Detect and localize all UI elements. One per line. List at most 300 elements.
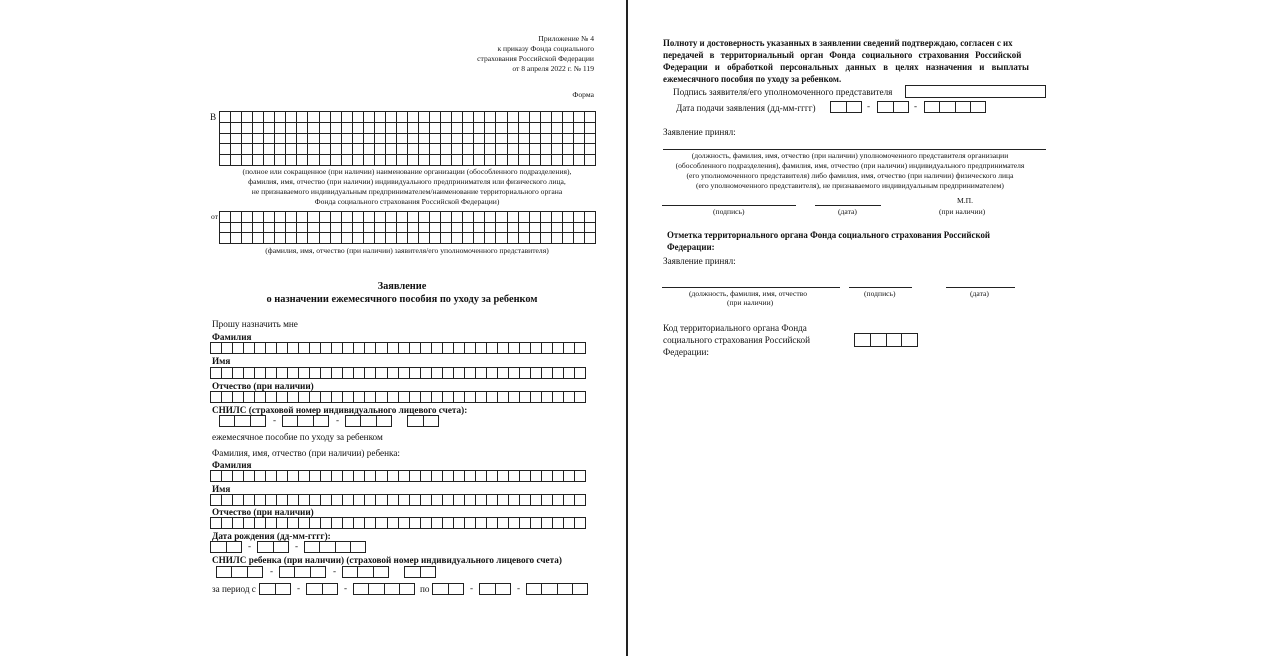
input-cell[interactable] <box>421 343 432 353</box>
input-cell[interactable] <box>530 123 541 134</box>
input-cell[interactable] <box>563 134 574 145</box>
input-cell[interactable] <box>454 343 465 353</box>
input-cell[interactable] <box>454 518 465 528</box>
input-cell[interactable] <box>253 233 264 244</box>
input-cell[interactable] <box>255 368 266 378</box>
input-cell[interactable] <box>563 112 574 123</box>
input-cell[interactable] <box>452 155 463 166</box>
input-cell[interactable] <box>310 471 321 481</box>
input-cell[interactable] <box>320 223 331 234</box>
input-cell[interactable] <box>519 112 530 123</box>
input-cell[interactable] <box>465 343 476 353</box>
input-cell[interactable] <box>574 144 585 155</box>
input-cell[interactable] <box>465 518 476 528</box>
input-cell[interactable] <box>476 495 487 505</box>
input-cell[interactable] <box>847 102 862 112</box>
input-cell[interactable] <box>220 144 231 155</box>
input-cell[interactable] <box>419 144 430 155</box>
child-birthdate-year[interactable] <box>304 541 366 553</box>
input-cell[interactable] <box>320 123 331 134</box>
input-cell[interactable] <box>443 495 454 505</box>
input-cell[interactable] <box>351 542 365 552</box>
input-cell[interactable] <box>419 223 430 234</box>
input-cell[interactable] <box>342 123 353 134</box>
input-cell[interactable] <box>369 584 384 594</box>
input-cell[interactable] <box>336 542 351 552</box>
input-cell[interactable] <box>925 102 940 112</box>
input-cell[interactable] <box>476 471 487 481</box>
input-cell[interactable] <box>235 416 250 426</box>
input-cell[interactable] <box>542 495 553 505</box>
input-cell[interactable] <box>343 518 354 528</box>
input-cell[interactable] <box>485 233 496 244</box>
input-cell[interactable] <box>321 471 332 481</box>
input-cell[interactable] <box>433 584 449 594</box>
input-cell[interactable] <box>244 471 255 481</box>
input-cell[interactable] <box>308 144 319 155</box>
input-cell[interactable] <box>441 212 452 223</box>
input-cell[interactable] <box>280 567 295 577</box>
input-cell[interactable] <box>542 584 557 594</box>
input-cell[interactable] <box>266 392 277 402</box>
input-cell[interactable] <box>242 212 253 223</box>
input-cell[interactable] <box>388 471 399 481</box>
input-cell[interactable] <box>496 134 507 145</box>
input-cell[interactable] <box>485 144 496 155</box>
input-cell[interactable] <box>353 123 364 134</box>
input-cell[interactable] <box>331 223 342 234</box>
input-cell[interactable] <box>552 134 563 145</box>
input-cell[interactable] <box>253 155 264 166</box>
input-cell[interactable] <box>454 392 465 402</box>
input-cell[interactable] <box>563 155 574 166</box>
input-cell[interactable] <box>419 212 430 223</box>
period-to-year[interactable] <box>526 583 588 595</box>
input-cell[interactable] <box>530 112 541 123</box>
input-cell[interactable] <box>519 123 530 134</box>
input-cell[interactable] <box>217 567 232 577</box>
input-cell[interactable] <box>441 155 452 166</box>
input-cell[interactable] <box>264 134 275 145</box>
input-cell[interactable] <box>496 112 507 123</box>
input-cell[interactable] <box>277 368 288 378</box>
input-cell[interactable] <box>408 123 419 134</box>
input-cell[interactable] <box>211 518 222 528</box>
input-cell[interactable] <box>397 212 408 223</box>
input-cell[interactable] <box>220 123 231 134</box>
input-cell[interactable] <box>386 144 397 155</box>
input-cell[interactable] <box>520 471 531 481</box>
input-cell[interactable] <box>520 343 531 353</box>
child-birthdate-month[interactable] <box>257 541 289 553</box>
input-cell[interactable] <box>342 134 353 145</box>
input-cell[interactable] <box>343 495 354 505</box>
input-cell[interactable] <box>553 392 564 402</box>
input-cell[interactable] <box>288 343 299 353</box>
input-cell[interactable] <box>365 495 376 505</box>
input-cell[interactable] <box>452 112 463 123</box>
input-cell[interactable] <box>476 392 487 402</box>
input-cell[interactable] <box>519 144 530 155</box>
input-cell[interactable] <box>541 212 552 223</box>
input-cell[interactable] <box>286 112 297 123</box>
input-cell[interactable] <box>408 134 419 145</box>
input-cell[interactable] <box>574 212 585 223</box>
input-cell[interactable] <box>386 223 397 234</box>
input-cell[interactable] <box>421 471 432 481</box>
input-cell[interactable] <box>211 495 222 505</box>
input-cell[interactable] <box>275 144 286 155</box>
input-cell[interactable] <box>956 102 971 112</box>
input-cell[interactable] <box>508 212 519 223</box>
input-cell[interactable] <box>424 416 439 426</box>
input-cell[interactable] <box>399 495 410 505</box>
applicant-surname-cells[interactable] <box>210 342 586 354</box>
input-cell[interactable] <box>430 144 441 155</box>
applicant-snils-part3[interactable] <box>345 415 392 427</box>
input-cell[interactable] <box>321 392 332 402</box>
input-cell[interactable] <box>541 155 552 166</box>
input-cell[interactable] <box>399 471 410 481</box>
input-cell[interactable] <box>855 334 871 346</box>
input-cell[interactable] <box>397 123 408 134</box>
input-cell[interactable] <box>553 368 564 378</box>
child-surname-cells[interactable] <box>210 470 586 482</box>
input-cell[interactable] <box>310 495 321 505</box>
applicant-patronymic-cells[interactable] <box>210 391 586 403</box>
input-cell[interactable] <box>408 416 424 426</box>
input-cell[interactable] <box>452 144 463 155</box>
input-cell[interactable] <box>552 212 563 223</box>
input-cell[interactable] <box>498 392 509 402</box>
child-snils-part2[interactable] <box>279 566 326 578</box>
input-cell[interactable] <box>564 368 575 378</box>
input-cell[interactable] <box>331 112 342 123</box>
input-cell[interactable] <box>353 112 364 123</box>
input-cell[interactable] <box>364 155 375 166</box>
input-cell[interactable] <box>323 584 338 594</box>
input-cell[interactable] <box>542 518 553 528</box>
child-name-cells[interactable] <box>210 494 586 506</box>
input-cell[interactable] <box>283 416 298 426</box>
input-cell[interactable] <box>465 471 476 481</box>
input-cell[interactable] <box>585 144 596 155</box>
input-cell[interactable] <box>519 134 530 145</box>
signature-field[interactable] <box>905 85 1046 98</box>
input-cell[interactable] <box>231 155 242 166</box>
input-cell[interactable] <box>397 112 408 123</box>
input-cell[interactable] <box>332 368 343 378</box>
input-cell[interactable] <box>530 134 541 145</box>
input-cell[interactable] <box>530 155 541 166</box>
input-cell[interactable] <box>308 212 319 223</box>
input-cell[interactable] <box>266 495 277 505</box>
input-cell[interactable] <box>376 368 387 378</box>
input-cell[interactable] <box>227 542 242 552</box>
input-cell[interactable] <box>375 134 386 145</box>
input-cell[interactable] <box>343 392 354 402</box>
input-cell[interactable] <box>310 392 321 402</box>
input-cell[interactable] <box>408 144 419 155</box>
input-cell[interactable] <box>376 392 387 402</box>
input-cell[interactable] <box>388 392 399 402</box>
input-cell[interactable] <box>452 123 463 134</box>
input-cell[interactable] <box>308 134 319 145</box>
input-cell[interactable] <box>542 368 553 378</box>
input-cell[interactable] <box>552 144 563 155</box>
input-cell[interactable] <box>364 223 375 234</box>
input-cell[interactable] <box>542 343 553 353</box>
input-cell[interactable] <box>463 233 474 244</box>
input-cell[interactable] <box>321 368 332 378</box>
fss-signature-line[interactable] <box>849 287 912 288</box>
input-cell[interactable] <box>332 471 343 481</box>
input-cell[interactable] <box>485 155 496 166</box>
input-cell[interactable] <box>310 343 321 353</box>
input-cell[interactable] <box>222 368 233 378</box>
input-cell[interactable] <box>476 518 487 528</box>
input-cell[interactable] <box>397 134 408 145</box>
input-cell[interactable] <box>400 584 414 594</box>
input-cell[interactable] <box>558 584 573 594</box>
input-cell[interactable] <box>376 495 387 505</box>
input-cell[interactable] <box>474 233 485 244</box>
child-snils-part3[interactable] <box>342 566 389 578</box>
input-cell[interactable] <box>314 416 328 426</box>
input-cell[interactable] <box>476 343 487 353</box>
input-cell[interactable] <box>308 123 319 134</box>
input-cell[interactable] <box>275 223 286 234</box>
input-cell[interactable] <box>520 392 531 402</box>
input-cell[interactable] <box>527 584 542 594</box>
input-cell[interactable] <box>443 343 454 353</box>
input-cell[interactable] <box>441 112 452 123</box>
input-cell[interactable] <box>244 495 255 505</box>
input-cell[interactable] <box>222 495 233 505</box>
input-cell[interactable] <box>519 155 530 166</box>
input-cell[interactable] <box>264 155 275 166</box>
input-cell[interactable] <box>308 233 319 244</box>
input-cell[interactable] <box>564 343 575 353</box>
input-cell[interactable] <box>242 155 253 166</box>
input-cell[interactable] <box>353 134 364 145</box>
input-cell[interactable] <box>399 343 410 353</box>
input-cell[interactable] <box>509 343 520 353</box>
input-cell[interactable] <box>354 584 369 594</box>
input-cell[interactable] <box>887 334 903 346</box>
input-cell[interactable] <box>508 223 519 234</box>
input-cell[interactable] <box>353 144 364 155</box>
input-cell[interactable] <box>508 155 519 166</box>
input-cell[interactable] <box>575 368 585 378</box>
input-cell[interactable] <box>364 123 375 134</box>
input-cell[interactable] <box>342 144 353 155</box>
input-cell[interactable] <box>253 223 264 234</box>
input-cell[interactable] <box>463 223 474 234</box>
input-cell[interactable] <box>233 343 244 353</box>
input-cell[interactable] <box>364 212 375 223</box>
input-cell[interactable] <box>231 223 242 234</box>
submission-date-year[interactable] <box>924 101 986 113</box>
input-cell[interactable] <box>485 212 496 223</box>
input-cell[interactable] <box>253 112 264 123</box>
input-cell[interactable] <box>430 212 441 223</box>
input-cell[interactable] <box>449 584 464 594</box>
input-cell[interactable] <box>255 343 266 353</box>
input-cell[interactable] <box>299 495 310 505</box>
input-cell[interactable] <box>496 144 507 155</box>
input-cell[interactable] <box>575 343 585 353</box>
input-cell[interactable] <box>508 112 519 123</box>
input-cell[interactable] <box>465 392 476 402</box>
input-cell[interactable] <box>277 518 288 528</box>
input-cell[interactable] <box>320 542 335 552</box>
input-cell[interactable] <box>410 495 421 505</box>
input-cell[interactable] <box>376 471 387 481</box>
input-cell[interactable] <box>430 223 441 234</box>
input-cell[interactable] <box>421 518 432 528</box>
input-cell[interactable] <box>342 223 353 234</box>
input-cell[interactable] <box>531 343 542 353</box>
input-cell[interactable] <box>463 155 474 166</box>
input-cell[interactable] <box>222 343 233 353</box>
input-cell[interactable] <box>297 112 308 123</box>
input-cell[interactable] <box>408 155 419 166</box>
input-cell[interactable] <box>346 416 361 426</box>
submission-date-month[interactable] <box>877 101 909 113</box>
input-cell[interactable] <box>361 416 376 426</box>
input-cell[interactable] <box>242 123 253 134</box>
input-cell[interactable] <box>286 144 297 155</box>
input-cell[interactable] <box>563 123 574 134</box>
input-cell[interactable] <box>211 471 222 481</box>
input-cell[interactable] <box>452 134 463 145</box>
input-cell[interactable] <box>365 343 376 353</box>
input-cell[interactable] <box>399 368 410 378</box>
input-cell[interactable] <box>297 155 308 166</box>
input-cell[interactable] <box>354 343 365 353</box>
input-cell[interactable] <box>485 134 496 145</box>
input-cell[interactable] <box>286 223 297 234</box>
input-cell[interactable] <box>552 112 563 123</box>
input-cell[interactable] <box>222 518 233 528</box>
input-cell[interactable] <box>308 155 319 166</box>
input-cell[interactable] <box>220 112 231 123</box>
input-cell[interactable] <box>487 471 498 481</box>
period-to-day[interactable] <box>432 583 464 595</box>
applicant-snils-part1[interactable] <box>219 415 266 427</box>
input-cell[interactable] <box>342 112 353 123</box>
input-cell[interactable] <box>375 212 386 223</box>
input-cell[interactable] <box>530 212 541 223</box>
input-cell[interactable] <box>585 223 596 234</box>
input-cell[interactable] <box>575 471 585 481</box>
input-cell[interactable] <box>410 518 421 528</box>
input-cell[interactable] <box>563 223 574 234</box>
input-cell[interactable] <box>496 233 507 244</box>
input-cell[interactable] <box>299 392 310 402</box>
input-cell[interactable] <box>342 212 353 223</box>
input-cell[interactable] <box>308 112 319 123</box>
input-cell[interactable] <box>454 471 465 481</box>
input-cell[interactable] <box>365 392 376 402</box>
input-cell[interactable] <box>432 392 443 402</box>
input-cell[interactable] <box>508 123 519 134</box>
input-cell[interactable] <box>343 343 354 353</box>
input-cell[interactable] <box>553 518 564 528</box>
input-cell[interactable] <box>454 495 465 505</box>
input-cell[interactable] <box>894 102 909 112</box>
input-cell[interactable] <box>298 416 313 426</box>
input-cell[interactable] <box>454 368 465 378</box>
input-cell[interactable] <box>574 223 585 234</box>
input-cell[interactable] <box>575 392 585 402</box>
period-from-year[interactable] <box>353 583 415 595</box>
input-cell[interactable] <box>408 112 419 123</box>
input-cell[interactable] <box>530 144 541 155</box>
input-cell[interactable] <box>419 134 430 145</box>
input-cell[interactable] <box>385 584 400 594</box>
input-cell[interactable] <box>496 584 511 594</box>
input-cell[interactable] <box>364 144 375 155</box>
input-cell[interactable] <box>552 223 563 234</box>
input-cell[interactable] <box>231 212 242 223</box>
input-cell[interactable] <box>940 102 955 112</box>
official-line[interactable] <box>663 149 1046 150</box>
input-cell[interactable] <box>288 368 299 378</box>
input-cell[interactable] <box>465 368 476 378</box>
input-cell[interactable] <box>432 343 443 353</box>
input-cell[interactable] <box>331 123 342 134</box>
input-cell[interactable] <box>541 144 552 155</box>
input-cell[interactable] <box>232 567 247 577</box>
input-cell[interactable] <box>496 223 507 234</box>
input-cell[interactable] <box>520 368 531 378</box>
input-cell[interactable] <box>519 233 530 244</box>
input-cell[interactable] <box>386 212 397 223</box>
input-cell[interactable] <box>211 392 222 402</box>
input-cell[interactable] <box>564 392 575 402</box>
input-cell[interactable] <box>354 471 365 481</box>
input-cell[interactable] <box>231 134 242 145</box>
input-cell[interactable] <box>277 392 288 402</box>
input-cell[interactable] <box>321 343 332 353</box>
child-birthdate-day[interactable] <box>210 541 242 553</box>
input-cell[interactable] <box>288 495 299 505</box>
input-cell[interactable] <box>297 233 308 244</box>
fss-code-cells[interactable] <box>854 333 918 347</box>
input-cell[interactable] <box>419 155 430 166</box>
input-cell[interactable] <box>222 471 233 481</box>
input-cell[interactable] <box>231 233 242 244</box>
input-cell[interactable] <box>498 518 509 528</box>
input-cell[interactable] <box>574 112 585 123</box>
input-cell[interactable] <box>541 123 552 134</box>
input-cell[interactable] <box>354 368 365 378</box>
input-cell[interactable] <box>498 495 509 505</box>
input-cell[interactable] <box>332 495 343 505</box>
input-cell[interactable] <box>474 112 485 123</box>
input-cell[interactable] <box>276 584 291 594</box>
input-cell[interactable] <box>531 368 542 378</box>
input-cell[interactable] <box>541 233 552 244</box>
recipient-grid[interactable] <box>219 111 596 166</box>
input-cell[interactable] <box>305 542 320 552</box>
input-cell[interactable] <box>375 144 386 155</box>
input-cell[interactable] <box>575 495 585 505</box>
input-cell[interactable] <box>430 123 441 134</box>
input-cell[interactable] <box>397 233 408 244</box>
